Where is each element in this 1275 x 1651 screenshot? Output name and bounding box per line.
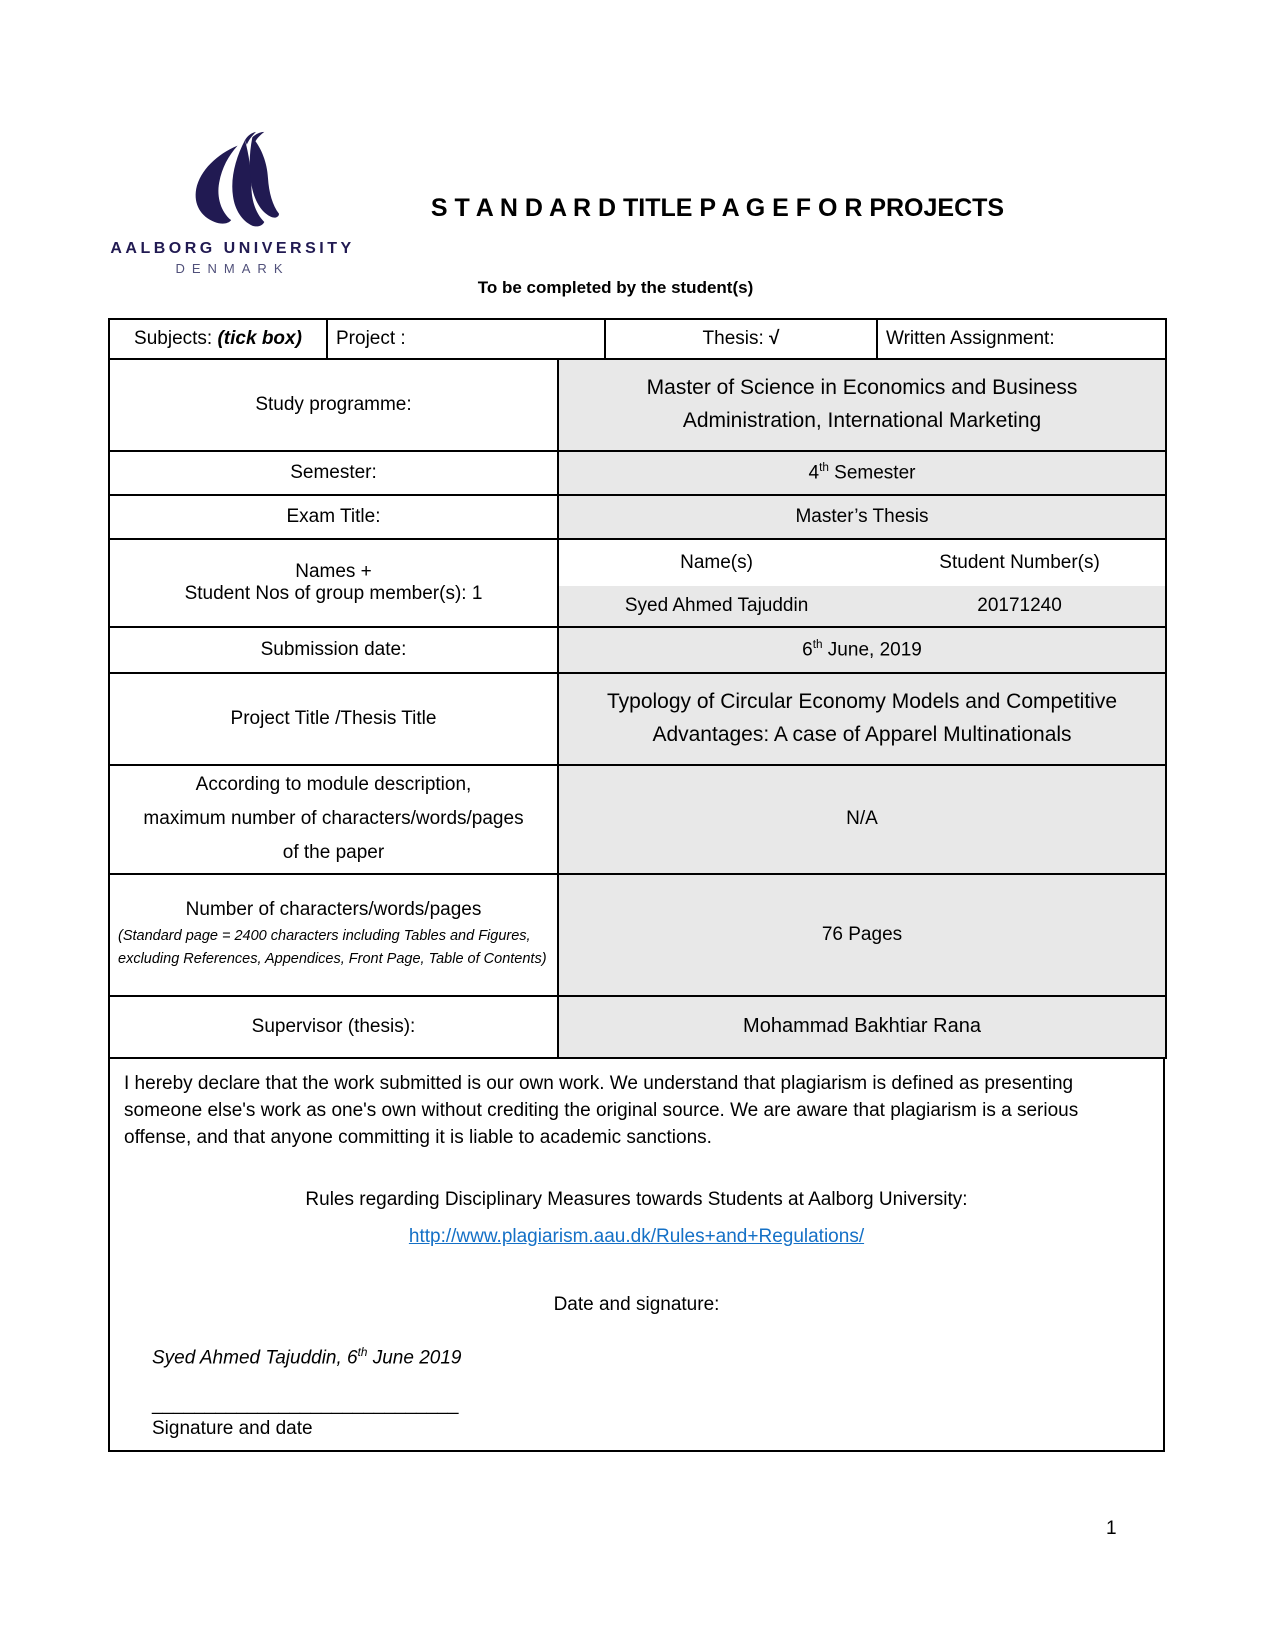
study-programme-value: Master of Science in Economics and Business Administration, International Marketing	[558, 359, 1166, 451]
signed-name: Syed Ahmed Tajuddin, 6th June 2019	[152, 1346, 462, 1369]
character-count-note: (Standard page = 2400 characters including Tables and Figures, excluding References, Appendices, Front Page, Table of Contents)	[118, 928, 547, 967]
written-assignment-cell	[877, 319, 1166, 359]
form-main-table	[108, 358, 1167, 1059]
disciplinary-rules-line: Rules regarding Disciplinary Measures towards Students at Aalborg University:	[305, 1189, 968, 1211]
supervisor-row	[109, 996, 1166, 1058]
character-count-value: 76 Pages	[558, 874, 1166, 996]
names-value-cell	[558, 539, 1166, 627]
names-inner-table	[559, 540, 1165, 626]
names-column-header: Name(s)	[559, 540, 874, 586]
character-count-row	[109, 874, 1166, 996]
exam-title-label: Exam Title:	[109, 495, 558, 539]
form-table	[108, 318, 1165, 1452]
student-number-value: 20171240	[874, 586, 1165, 626]
character-count-label: Number of characters/words/pages (Standard page = 2400 characters including Tables and Figures, excluding References, Appendices, Front Page, Table of Contents)	[109, 874, 558, 996]
page-title: S T A N D A R D TITLE P A G E F O R PROJECTS	[430, 194, 1005, 222]
semester-row	[109, 451, 1166, 495]
university-logo-block	[80, 130, 385, 276]
study-programme-label: Study programme:	[109, 359, 558, 451]
signature-caption: Signature and date	[152, 1417, 313, 1439]
university-country: DENMARK	[175, 261, 290, 276]
plagiarism-rules-link[interactable]: http://www.plagiarism.aau.dk/Rules+and+Regulations/	[408, 1226, 865, 1248]
exam-title-value: Master’s Thesis	[558, 495, 1166, 539]
student-number-column-header: Student Number(s)	[874, 540, 1165, 586]
thesis-checkmark: √	[769, 328, 780, 349]
submission-date-value: 6th June, 2019	[558, 627, 1166, 673]
exam-title-row	[109, 495, 1166, 539]
thesis-label: Thesis:	[702, 328, 764, 349]
student-name-value: Syed Ahmed Tajuddin	[559, 586, 874, 626]
project-cell	[327, 319, 605, 359]
module-description-label: According to module description, maximum number of characters/words/pages of the paper	[109, 765, 558, 874]
semester-value: 4th Semester	[558, 451, 1166, 495]
supervisor-value: Mohammad Bakhtiar Rana	[558, 996, 1166, 1058]
names-row	[109, 539, 1166, 627]
thesis-cell	[605, 319, 877, 359]
semester-label: Semester:	[109, 451, 558, 495]
submission-date-row	[109, 627, 1166, 673]
supervisor-label: Supervisor (thesis):	[109, 996, 558, 1058]
subjects-note: (tick box)	[217, 328, 302, 349]
declaration-paragraph: I hereby declare that the work submitted is our own work. We understand that plagiarism is defined as presenting someone else's work as one's own without crediting the original source. We are aware that plagiarism is a serious offense, and that anyone committing it is liable to academic sanctions.	[124, 1072, 1079, 1148]
page-number: 1	[1106, 1518, 1117, 1539]
study-programme-row	[109, 359, 1166, 451]
signature-line: _____________________________	[152, 1393, 459, 1415]
form-subtitle: To be completed by the student(s)	[477, 278, 754, 297]
university-name: AALBORG UNIVERSITY	[110, 240, 355, 257]
module-description-value: N/A	[558, 765, 1166, 874]
declaration-box	[108, 1059, 1165, 1452]
submission-date-label: Submission date:	[109, 627, 558, 673]
subjects-label: Subjects:	[134, 328, 213, 349]
written-assignment-label: Written Assignment:	[886, 328, 1055, 349]
project-label: Project :	[336, 328, 406, 349]
project-title-label: Project Title /Thesis Title	[109, 673, 558, 765]
names-label: Names + Student Nos of group member(s): 1	[109, 539, 558, 627]
aalborg-logo-icon	[187, 130, 279, 234]
subjects-row	[108, 318, 1167, 360]
module-description-row	[109, 765, 1166, 874]
project-title-value: Typology of Circular Economy Models and Competitive Advantages: A case of Apparel Multinationals	[558, 673, 1166, 765]
project-title-row	[109, 673, 1166, 765]
date-signature-label: Date and signature:	[553, 1294, 720, 1316]
subjects-cell	[109, 319, 327, 359]
